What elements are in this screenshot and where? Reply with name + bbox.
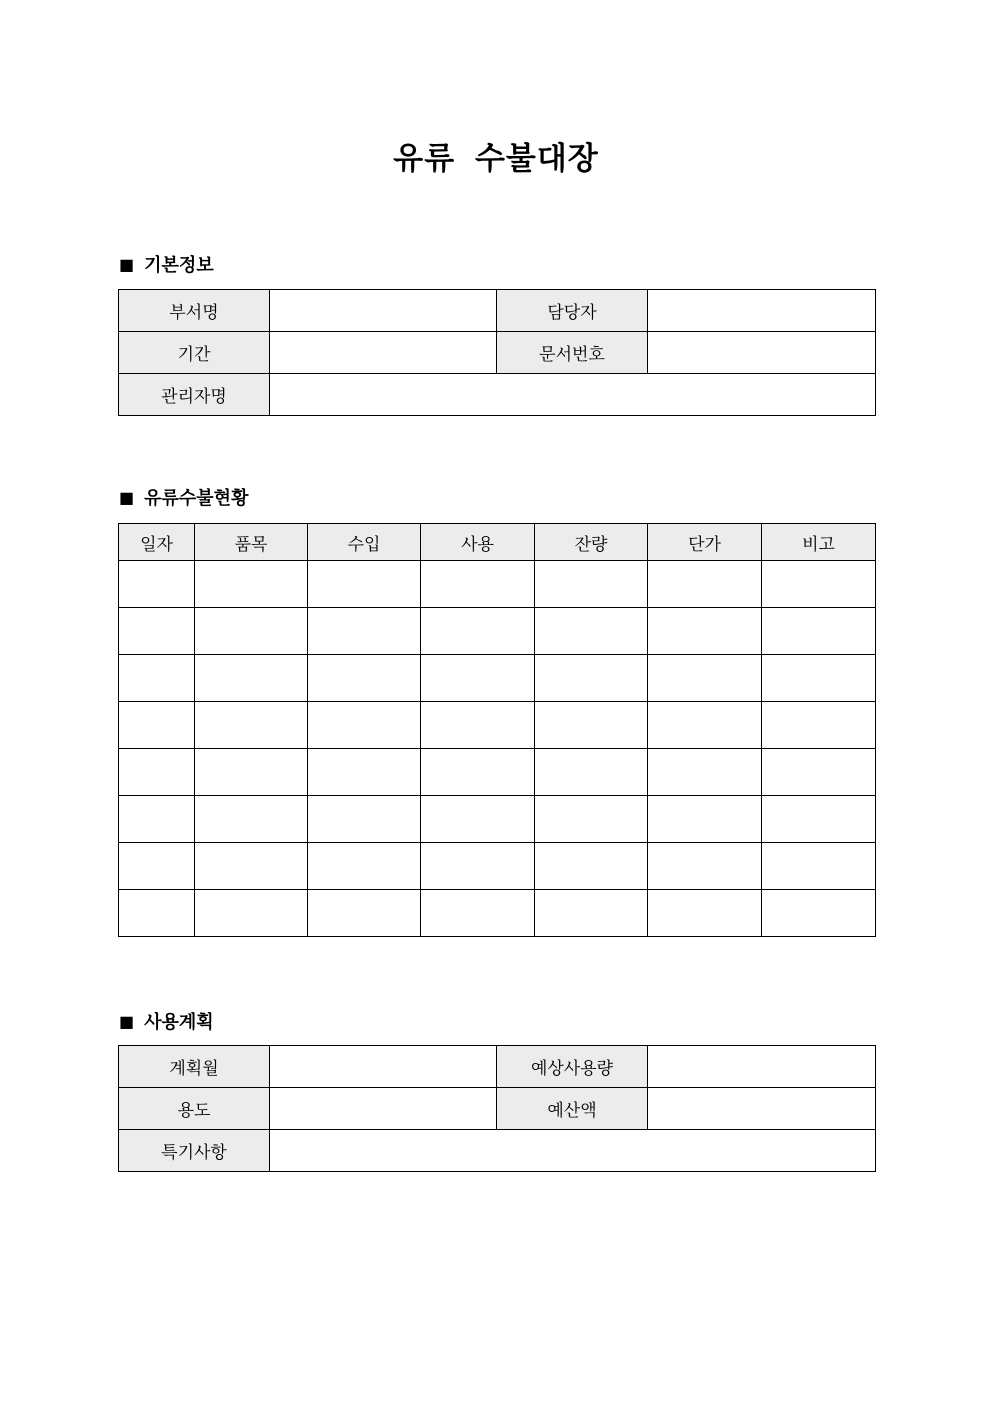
ledger-cell-unit-price[interactable] (648, 749, 762, 796)
ledger-cell-balance[interactable] (535, 890, 648, 937)
table-row (119, 655, 876, 702)
period-field[interactable] (270, 332, 497, 374)
ledger-cell-income[interactable] (308, 843, 421, 890)
notes-field[interactable] (270, 1130, 876, 1172)
ledger-cell-unit-price[interactable] (648, 843, 762, 890)
ledger-body (119, 561, 876, 937)
dept-field[interactable] (270, 290, 497, 332)
manager-field[interactable] (648, 290, 876, 332)
expected-usage-field[interactable] (648, 1046, 876, 1088)
table-row (119, 702, 876, 749)
column-header-usage: 사용 (421, 524, 535, 561)
ledger-cell-date[interactable] (119, 890, 195, 937)
section-heading-plan (119, 1009, 214, 1033)
period-label: 기간 (119, 332, 270, 374)
ledger-cell-income[interactable] (308, 890, 421, 937)
column-header-balance: 잔량 (535, 524, 648, 561)
expected-usage-label: 예상사용량 (497, 1046, 648, 1088)
table-row (119, 796, 876, 843)
table-row (119, 290, 876, 332)
ledger-cell-item[interactable] (195, 608, 308, 655)
ledger-cell-date[interactable] (119, 796, 195, 843)
ledger-cell-income[interactable] (308, 608, 421, 655)
admin-field[interactable] (270, 374, 876, 416)
section-title-basic: 기본정보 (144, 255, 214, 276)
ledger-cell-balance[interactable] (535, 702, 648, 749)
column-header-remarks: 비고 (762, 524, 876, 561)
ledger-cell-balance[interactable] (535, 796, 648, 843)
section-title-ledger: 유류수불현황 (144, 488, 249, 509)
budget-label: 예산액 (497, 1088, 648, 1130)
ledger-cell-usage[interactable] (421, 843, 535, 890)
purpose-label: 용도 (119, 1088, 270, 1130)
table-row (119, 332, 876, 374)
ledger-cell-balance[interactable] (535, 561, 648, 608)
ledger-cell-date[interactable] (119, 749, 195, 796)
ledger-cell-remarks[interactable] (762, 608, 876, 655)
ledger-cell-remarks[interactable] (762, 749, 876, 796)
ledger-cell-item[interactable] (195, 702, 308, 749)
table-row (119, 374, 876, 416)
page-title: 유류 수불대장 (393, 141, 599, 177)
ledger-cell-income[interactable] (308, 749, 421, 796)
ledger-cell-remarks[interactable] (762, 702, 876, 749)
table-row (119, 890, 876, 937)
manager-label: 담당자 (497, 290, 648, 332)
ledger-cell-item[interactable] (195, 749, 308, 796)
section-heading-ledger (119, 485, 248, 509)
month-field[interactable] (270, 1046, 497, 1088)
table-header-row (119, 524, 876, 561)
ledger-cell-usage[interactable] (421, 561, 535, 608)
ledger-cell-balance[interactable] (535, 843, 648, 890)
ledger-cell-remarks[interactable] (762, 890, 876, 937)
ledger-cell-income[interactable] (308, 702, 421, 749)
table-row (119, 1088, 876, 1130)
column-header-unit-price: 단가 (648, 524, 762, 561)
dept-label: 부서명 (119, 290, 270, 332)
square-bullet-icon: ■ (119, 487, 135, 507)
basic-info-table (118, 289, 876, 416)
ledger-cell-unit-price[interactable] (648, 561, 762, 608)
table-row (119, 608, 876, 655)
ledger-table (118, 523, 876, 937)
table-row (119, 1046, 876, 1088)
column-header-income: 수입 (308, 524, 421, 561)
ledger-cell-remarks[interactable] (762, 561, 876, 608)
ledger-cell-balance[interactable] (535, 655, 648, 702)
ledger-cell-remarks[interactable] (762, 655, 876, 702)
notes-label: 특기사항 (119, 1130, 270, 1172)
ledger-cell-balance[interactable] (535, 749, 648, 796)
ledger-cell-item[interactable] (195, 890, 308, 937)
section-title-plan: 사용계획 (144, 1012, 214, 1033)
purpose-field[interactable] (270, 1088, 497, 1130)
ledger-cell-usage[interactable] (421, 796, 535, 843)
ledger-cell-item[interactable] (195, 843, 308, 890)
table-row (119, 843, 876, 890)
ledger-cell-income[interactable] (308, 655, 421, 702)
ledger-cell-unit-price[interactable] (648, 655, 762, 702)
ledger-cell-date[interactable] (119, 702, 195, 749)
ledger-cell-unit-price[interactable] (648, 890, 762, 937)
square-bullet-icon: ■ (119, 254, 135, 274)
table-row (119, 1130, 876, 1172)
table-row (119, 561, 876, 608)
ledger-cell-usage[interactable] (421, 608, 535, 655)
plan-table (118, 1045, 876, 1172)
ledger-cell-usage[interactable] (421, 749, 535, 796)
budget-field[interactable] (648, 1088, 876, 1130)
ledger-cell-item[interactable] (195, 796, 308, 843)
admin-label: 관리자명 (119, 374, 270, 416)
ledger-cell-usage[interactable] (421, 655, 535, 702)
square-bullet-icon: ■ (119, 1011, 135, 1031)
ledger-cell-income[interactable] (308, 561, 421, 608)
section-heading-basic (119, 252, 214, 276)
column-header-item: 품목 (195, 524, 308, 561)
docno-field[interactable] (648, 332, 876, 374)
ledger-cell-date[interactable] (119, 561, 195, 608)
ledger-cell-item[interactable] (195, 655, 308, 702)
ledger-cell-date[interactable] (119, 655, 195, 702)
docno-label: 문서번호 (497, 332, 648, 374)
ledger-cell-unit-price[interactable] (648, 608, 762, 655)
column-header-date: 일자 (119, 524, 195, 561)
ledger-cell-item[interactable] (195, 561, 308, 608)
ledger-cell-usage[interactable] (421, 890, 535, 937)
ledger-cell-unit-price[interactable] (648, 796, 762, 843)
ledger-cell-unit-price[interactable] (648, 702, 762, 749)
ledger-cell-income[interactable] (308, 796, 421, 843)
ledger-cell-date[interactable] (119, 608, 195, 655)
ledger-cell-balance[interactable] (535, 608, 648, 655)
table-row (119, 749, 876, 796)
month-label: 계획월 (119, 1046, 270, 1088)
ledger-cell-remarks[interactable] (762, 843, 876, 890)
ledger-cell-usage[interactable] (421, 702, 535, 749)
ledger-cell-date[interactable] (119, 843, 195, 890)
ledger-cell-remarks[interactable] (762, 796, 876, 843)
